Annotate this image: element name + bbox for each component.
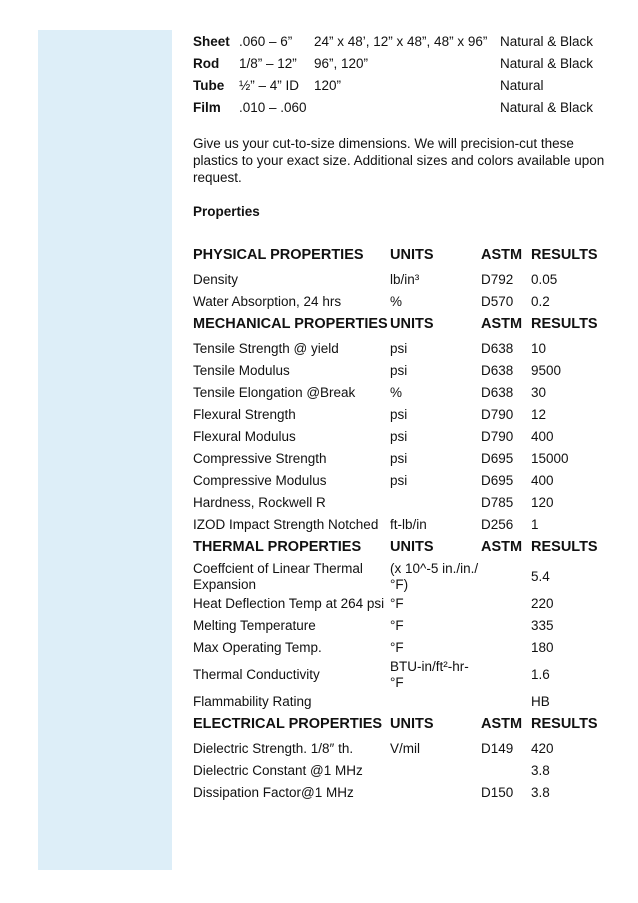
result-cell: 335 (531, 618, 554, 633)
dimensions-cell: 96”, 120” (314, 55, 369, 71)
property-row (193, 470, 613, 492)
units-cell: psi (390, 363, 408, 378)
result-cell: 12 (531, 407, 547, 422)
availability-row (193, 52, 593, 74)
units-cell: % (390, 294, 403, 309)
astm-cell (481, 615, 531, 637)
section-heading-cell: THERMAL PROPERTIES (193, 539, 362, 555)
astm-cell: D570 (481, 294, 514, 309)
property-name-cell: Thermal Conductivity (193, 667, 320, 682)
property-name-cell: IZOD Impact Strength Notched (193, 517, 379, 532)
property-name-cell: Tensile Strength @ yield (193, 341, 339, 356)
property-row (193, 291, 613, 313)
astm-cell: D638 (481, 385, 514, 400)
form-cell: Sheet (193, 33, 230, 49)
dimensions-cell: 24” x 48’, 12” x 48”, 48” x 96” (314, 33, 488, 49)
dimensions-cell (314, 96, 500, 118)
property-row (193, 269, 613, 291)
units-cell: °F (390, 596, 404, 611)
units-cell: V/mil (390, 741, 420, 756)
astm-cell: D790 (481, 407, 514, 422)
units-cell: % (390, 385, 403, 400)
left-sidebar-panel (38, 30, 172, 870)
units-cell: psi (390, 341, 408, 356)
property-name-cell: Tensile Elongation @Break (193, 385, 356, 400)
results-header-cell: RESULTS (531, 316, 598, 332)
result-cell: 3.8 (531, 763, 550, 778)
results-header-cell: RESULTS (531, 247, 598, 263)
section-heading-cell: ELECTRICAL PROPERTIES (193, 716, 383, 732)
size-cell: .010 – .060 (239, 99, 307, 115)
property-row (193, 338, 613, 360)
units-header-cell: UNITS (390, 316, 434, 332)
results-header-cell: RESULTS (531, 539, 598, 555)
astm-cell: D150 (481, 785, 514, 800)
property-row (193, 615, 613, 637)
properties-table (193, 244, 613, 804)
astm-cell: D638 (481, 363, 514, 378)
units-cell: psi (390, 473, 408, 488)
property-name-cell: Tensile Modulus (193, 363, 290, 378)
result-cell: 420 (531, 741, 554, 756)
units-cell (390, 492, 481, 514)
results-header-cell: RESULTS (531, 716, 598, 732)
property-row (193, 593, 613, 615)
section-heading-cell: PHYSICAL PROPERTIES (193, 247, 364, 263)
units-cell: ft-lb/in (390, 517, 427, 532)
property-row (193, 448, 613, 470)
result-cell: 10 (531, 341, 547, 356)
property-name-cell: Max Operating Temp. (193, 640, 322, 655)
astm-cell (481, 760, 531, 782)
property-name-cell: Flexural Modulus (193, 429, 296, 444)
result-cell: 400 (531, 473, 554, 488)
units-cell: °F (390, 640, 404, 655)
colors-cell: Natural & Black (500, 99, 594, 115)
property-name-cell: Dielectric Strength. 1/8″ th. (193, 741, 354, 756)
result-cell: 1.6 (531, 667, 550, 682)
property-name-cell: Coeffcient of Linear Thermal Expansion (193, 561, 363, 592)
availability-row (193, 30, 593, 52)
result-cell: 180 (531, 640, 554, 655)
section-header-row (193, 536, 613, 561)
astm-cell: D256 (481, 517, 514, 532)
units-cell: (x 10^-5 in./in./°F) (390, 561, 479, 592)
property-row (193, 691, 613, 713)
astm-header-cell: ASTM (481, 539, 523, 555)
astm-header-cell: ASTM (481, 316, 523, 332)
property-name-cell: Water Absorption, 24 hrs (193, 294, 342, 309)
units-cell: °F (390, 618, 404, 633)
result-cell: 120 (531, 495, 554, 510)
properties-heading: Properties (193, 204, 260, 219)
result-cell: 220 (531, 596, 554, 611)
result-cell: 1 (531, 517, 539, 532)
astm-header-cell: ASTM (481, 247, 523, 263)
dimensions-cell: 120” (314, 77, 342, 93)
property-row (193, 514, 613, 536)
units-cell: psi (390, 407, 408, 422)
property-row (193, 738, 613, 760)
astm-cell (481, 593, 531, 615)
units-cell: lb/in³ (390, 272, 420, 287)
form-cell: Tube (193, 77, 225, 93)
property-row (193, 426, 613, 448)
astm-cell: D792 (481, 272, 514, 287)
units-cell (390, 782, 481, 804)
property-name-cell: Density (193, 272, 239, 287)
property-name-cell: Hardness, Rockwell R (193, 495, 326, 510)
intro-paragraph: Give us your cut-to-size dimensions. We will precision-cut these plastics to your exact size. Additional sizes and colors available upon request. (193, 136, 605, 185)
property-name-cell: Dissipation Factor@1 MHz (193, 785, 354, 800)
section-header-row (193, 713, 613, 738)
property-name-cell: Flexural Strength (193, 407, 296, 422)
property-row (193, 382, 613, 404)
size-cell: .060 – 6” (239, 33, 293, 49)
result-cell: 400 (531, 429, 554, 444)
result-cell: 0.2 (531, 294, 550, 309)
units-cell (390, 691, 481, 713)
units-cell: BTU-in/ft²-hr-°F (390, 659, 469, 690)
form-cell: Rod (193, 55, 220, 71)
astm-cell (481, 659, 531, 691)
units-header-cell: UNITS (390, 539, 434, 555)
result-cell: 9500 (531, 363, 562, 378)
property-row (193, 637, 613, 659)
property-row (193, 360, 613, 382)
astm-cell: D695 (481, 451, 514, 466)
size-cell: 1/8” – 12” (239, 55, 297, 71)
result-cell: HB (531, 694, 550, 709)
astm-header-cell: ASTM (481, 716, 523, 732)
units-cell (390, 760, 481, 782)
property-name-cell: Dielectric Constant @1 MHz (193, 763, 363, 778)
astm-cell: D790 (481, 429, 514, 444)
units-header-cell: UNITS (390, 247, 434, 263)
result-cell: 15000 (531, 451, 569, 466)
section-header-row (193, 244, 613, 269)
astm-cell (481, 637, 531, 659)
property-name-cell: Melting Temperature (193, 618, 316, 633)
property-name-cell: Heat Deflection Temp at 264 psi (193, 596, 385, 611)
astm-cell: D149 (481, 741, 514, 756)
property-name-cell: Compressive Modulus (193, 473, 327, 488)
property-name-cell: Compressive Strength (193, 451, 327, 466)
astm-cell: D785 (481, 495, 514, 510)
property-row (193, 782, 613, 804)
astm-cell: D695 (481, 473, 514, 488)
colors-cell: Natural & Black (500, 33, 594, 49)
page-content (193, 30, 613, 804)
property-row (193, 492, 613, 514)
units-header-cell: UNITS (390, 716, 434, 732)
result-cell: 30 (531, 385, 547, 400)
availability-row (193, 96, 593, 118)
property-name-cell: Flammability Rating (193, 694, 312, 709)
section-heading-cell: MECHANICAL PROPERTIES (193, 316, 388, 332)
astm-cell: D638 (481, 341, 514, 356)
property-row (193, 760, 613, 782)
astm-cell (481, 561, 531, 593)
availability-table (193, 30, 593, 118)
form-cell: Film (193, 99, 221, 115)
availability-row (193, 74, 593, 96)
astm-cell (481, 691, 531, 713)
colors-cell: Natural & Black (500, 55, 594, 71)
property-row (193, 404, 613, 426)
colors-cell: Natural (500, 77, 544, 93)
result-cell: 5.4 (531, 569, 550, 584)
property-row (193, 561, 613, 593)
units-cell: psi (390, 451, 408, 466)
result-cell: 0.05 (531, 272, 558, 287)
section-header-row (193, 313, 613, 338)
size-cell: ½” – 4” ID (239, 77, 300, 93)
property-row (193, 659, 613, 691)
result-cell: 3.8 (531, 785, 550, 800)
units-cell: psi (390, 429, 408, 444)
